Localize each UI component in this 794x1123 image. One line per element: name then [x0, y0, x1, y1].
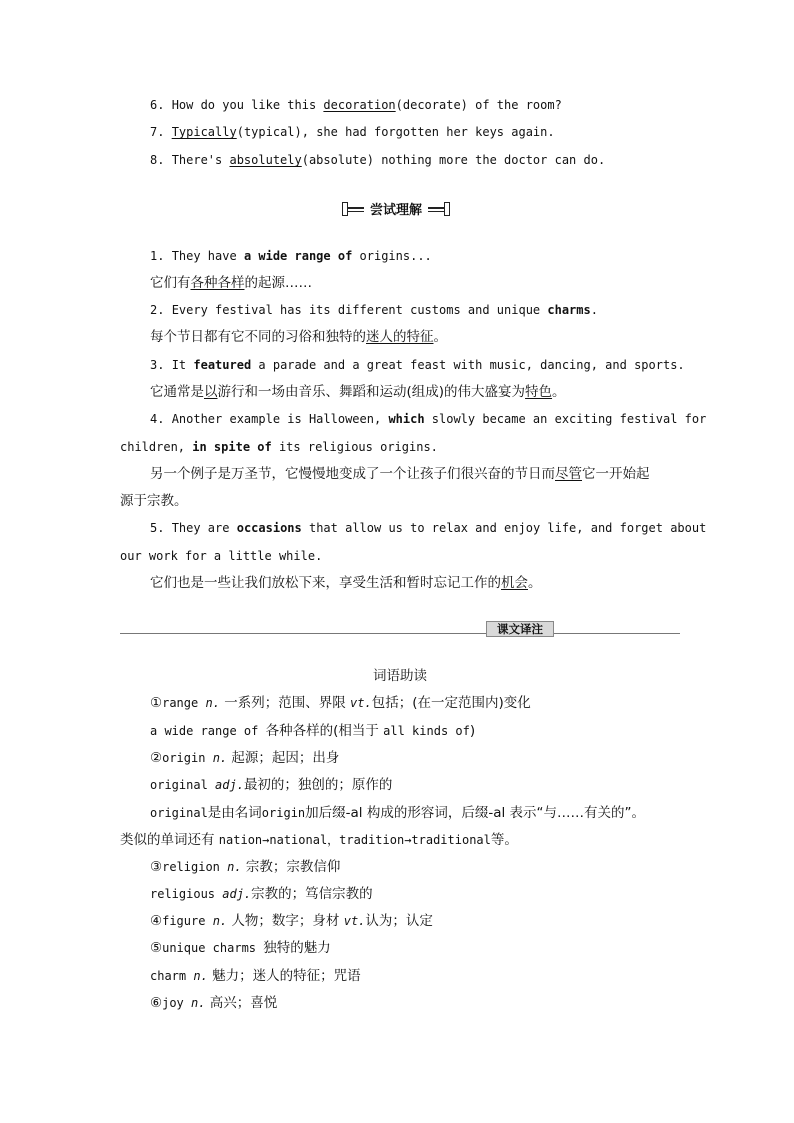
vocab-entry-religious: religious adj.宗教的；笃信宗教的: [150, 886, 373, 902]
vocab-entry-origin: ②origin n. 起源；起因；出身: [150, 750, 340, 766]
item-4-en: 4. Another example is Halloween, which slowly became an exciting festival for: [150, 412, 707, 426]
answer-blank: absolutely: [229, 153, 302, 167]
item-3-cn: 它通常是以游行和一场由音乐、舞蹈和运动(组成)的伟大盛宴为特色。: [150, 384, 566, 400]
item-5-en: 5. They are occasions that allow us to relax and enjoy life, and forget about: [150, 521, 707, 535]
item-1-cn: 它们有各种各样的起源……: [150, 275, 312, 291]
vocab-note-similar: 类似的单词还有 nation→national，tradition→traditional等。: [120, 832, 518, 848]
item-4-cn-cont: 源于宗教。: [120, 493, 188, 509]
answer-blank: Typically: [171, 125, 237, 139]
item-3-en: 3. It featured a parade and a great feast with music, dancing, and sports.: [150, 358, 685, 372]
vocab-entry-original: original adj.最初的；独创的；原作的: [150, 777, 393, 793]
vocab-entry-figure: ④figure n. 人物；数字；身材 vt.认为；认定: [150, 913, 433, 929]
sentence-8: 8. There's absolutely(absolute) nothing more the doctor can do.: [150, 153, 606, 167]
vocab-entry-range: ①range n. 一系列；范围、界限 vt.包括；(在一定范围内)变化: [150, 695, 531, 711]
sentence-6: 6. How do you like this decoration(decorate) of the room?: [150, 98, 562, 112]
vocab-entry-religion: ③religion n. 宗教；宗教信仰: [150, 859, 341, 875]
section-header-try-understand: [342, 199, 450, 217]
answer-blank: decoration: [323, 98, 396, 112]
sentence-7: 7. Typically(typical), she had forgotten her keys again.: [150, 125, 555, 139]
vocab-phrase-wide-range: a wide range of 各种各样的(相当于 all kinds of): [150, 723, 476, 739]
item-1-en: 1. They have a wide range of origins...: [150, 249, 432, 263]
item-2-en: 2. Every festival has its different customs and unique charms.: [150, 303, 598, 317]
vocab-title: 词语助读: [373, 668, 427, 684]
section-header-text-notes: [120, 621, 680, 637]
item-5-en-cont: our work for a little while.: [120, 549, 323, 563]
item-5-cn: 它们也是一些让我们放松下来，享受生活和暂时忘记工作的机会。: [150, 575, 542, 591]
vocab-note-original: original是由名词origin加后缀-al 构成的形容词，后缀-al 表示“与……有关的”。: [150, 805, 646, 821]
section-title: 课文译注: [486, 621, 554, 637]
vocab-entry-charm: charm n. 魅力；迷人的特征；咒语: [150, 968, 361, 984]
section-title: 尝试理解: [364, 199, 428, 218]
item-4-en-cont: children, in spite of its religious origins.: [120, 440, 438, 454]
vocab-entry-joy: ⑥joy n. 高兴；喜悦: [150, 995, 278, 1011]
item-2-cn: 每个节日都有它不同的习俗和独特的迷人的特征。: [150, 329, 447, 345]
item-4-cn: 另一个例子是万圣节，它慢慢地变成了一个让孩子们很兴奋的节日而尽管它一开始起: [150, 466, 650, 482]
vocab-entry-unique-charms: ⑤unique charms 独特的魅力: [150, 940, 331, 956]
